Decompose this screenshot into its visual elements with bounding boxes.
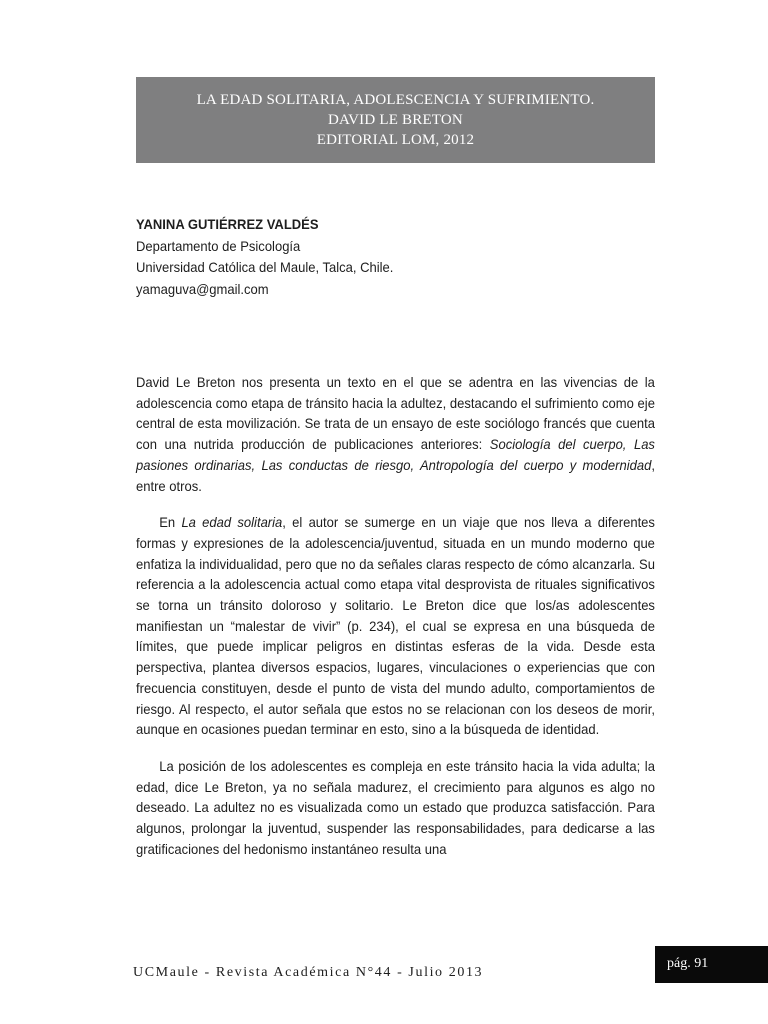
author-name: YANINA GUTIÉRREZ VALDÉS — [136, 216, 319, 232]
book-publisher: EDITORIAL LOM, 2012 — [316, 132, 475, 148]
paragraph-1-text: David Le Breton nos presenta un texto en el que se adentra en las vivencias de la adolescencia como etapa de tránsito hacia la adultez, destacando el sufrimiento como eje central de esta movilización. Se trata de un ensayo de este sociólogo francés que cuenta con una nutrida producción de publicaciones anteriores: — [136, 374, 655, 453]
paragraph-2-start: En — [159, 514, 182, 531]
author-info — [136, 214, 620, 300]
book-author: DAVID LE BRETON — [328, 112, 463, 128]
paragraph-3-text: La posición de los adolescentes es compleja en este tránsito hacia la vida adulta; la edad, dice Le Breton, ya no señala madurez, el crecimiento para algunos es algo no deseado. La adultez no es visualizada como un estado que produzca satisfacción. Para algunos, prolongar la juventud, suspender las responsabilidades, para dedicarse a las gratificaciones del hedonismo instantáneo resulta una — [136, 757, 655, 857]
article-title: LA EDAD SOLITARIA, ADOLESCENCIA Y SUFRIMIENTO. — [196, 92, 595, 108]
author-department: Departamento de Psicología — [136, 237, 301, 254]
cited-books: Sociología del cuerpo, Las pasiones ordinarias, Las conductas de riesgo, Antropología del cuerpo y modernidad — [136, 436, 655, 473]
article-title-box — [136, 77, 655, 163]
book-title-italic: La edad solitaria — [181, 514, 283, 531]
paragraph-2 — [136, 512, 655, 740]
page-number: pág. 91 — [655, 946, 768, 983]
author-email: yamaguva@gmail.com — [136, 280, 269, 297]
paragraph-3 — [136, 756, 655, 860]
article-body — [136, 372, 655, 859]
author-university: Universidad Católica del Maule, Talca, Chile. — [136, 259, 394, 275]
journal-footer: UCMaule - Revista Académica N°44 - Julio 2013 — [133, 965, 484, 980]
paragraph-1-end: , entre otros. — [136, 456, 655, 494]
paragraph-2-text: , el autor se sumerge en un viaje que nos lleva a diferentes formas y expresiones de la adolescencia/juventud, situada en un mundo moderno que enfatiza la individualidad, pero que no da señales claras respecto de cómo alcanzarla. Su referencia a la adolescencia actual como etapa vital desprovista de rituales significativos se torna un tránsito doloroso y solitario. Le Breton dice que los/as adolescentes manifiestan un “malestar de vivir” (p. 234), el cual se expresa en una búsqueda de límites, que puede implicar peligros en distintas esferas de la vida. Desde esta perspectiva, plantea diversos espacios, lugares, vinculaciones o experiencias que con frecuencia constituyen, desde el punto de vista del mundo adulto, comportamientos de riesgo. Al respecto, el autor señala que estos no se relacionan con los deseos de morir, aunque en ocasiones puedan terminar en esto, sino a la búsqueda de identidad. — [136, 514, 655, 738]
paragraph-1 — [136, 372, 655, 496]
